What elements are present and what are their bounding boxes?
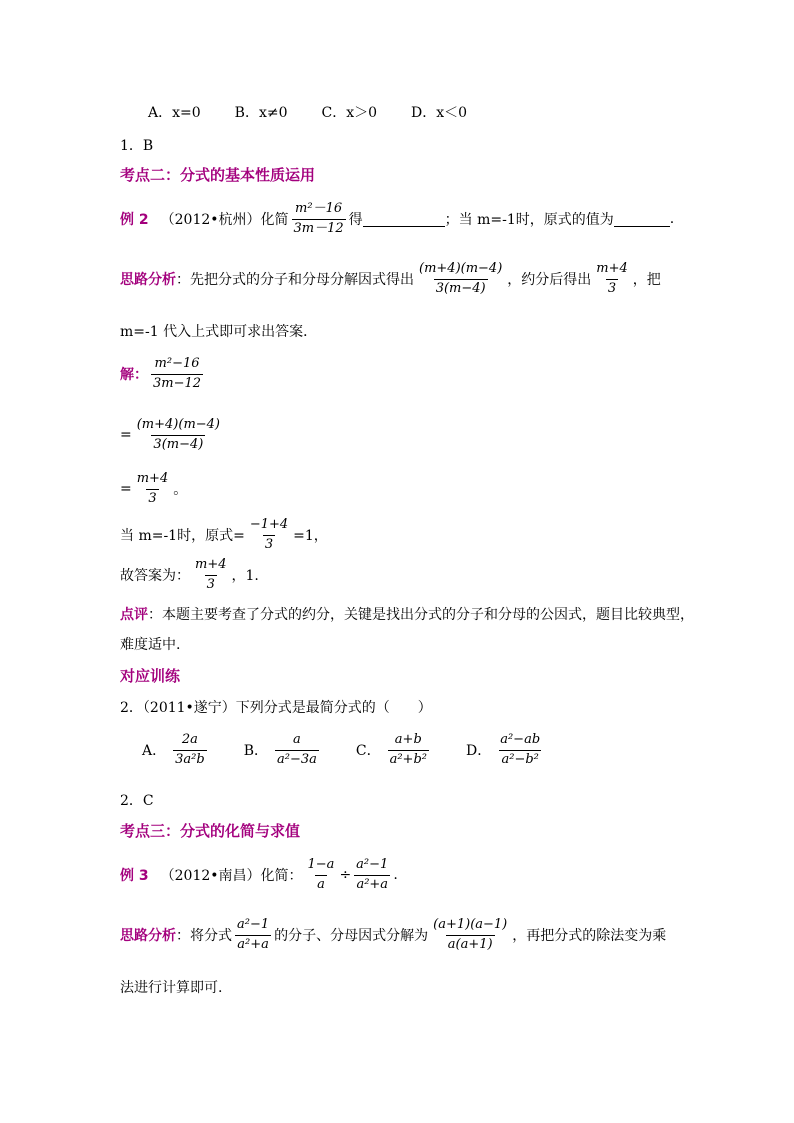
example-3 (120, 858, 398, 893)
denominator: 3 (206, 576, 215, 592)
analysis-2-text-3: ，把 (632, 272, 661, 289)
q1-option-b: B．x≠0 (234, 105, 288, 121)
denominator: 3m－12 (293, 220, 344, 236)
numerator: a²−1 (237, 917, 270, 932)
example-3-label: 例 3 (120, 868, 149, 885)
comment-2-label: 点评 (120, 607, 148, 623)
q2-options (142, 733, 579, 768)
numerator: m²－16 (295, 201, 343, 216)
denominator: a (317, 876, 325, 892)
solution-2-step-2: = $\frac{m+4}{3}$ 。 (120, 471, 188, 506)
denominator: 3m−12 (153, 375, 202, 391)
analysis-3-line-2: 法进行计算即可. (120, 980, 223, 996)
answer-1: 1．B (120, 138, 154, 154)
option-label: B． (243, 743, 268, 760)
denominator: 3 (607, 280, 617, 296)
section-3-title: 考点三：分式的化简与求值 (120, 822, 301, 840)
analysis-3-fraction-2 (431, 918, 509, 953)
denominator: a²+a (237, 936, 269, 952)
example-2-mid2: ；当 m=-1时，原式的值为 (444, 212, 614, 229)
analysis-3-label: 思路分析 (120, 928, 176, 945)
denominator: 3a²b (175, 751, 205, 767)
analysis-3-fraction-1 (235, 918, 271, 953)
analysis-3-text-1: ：将分式 (176, 928, 232, 945)
solution-2-answer (120, 558, 259, 593)
option-label: A． (142, 743, 167, 760)
analysis-2-label: 思路分析 (120, 272, 176, 289)
example-3-end: . (393, 867, 398, 884)
solution-2-step-3 (120, 518, 328, 553)
example-2-fraction (292, 202, 346, 237)
solution-2-fraction-0 (151, 357, 203, 392)
option-label: C． (355, 743, 381, 760)
solution-2 (120, 357, 206, 392)
q1-option-c: C．x＞0 (321, 105, 377, 121)
solution-2-when-end: =1， (293, 528, 328, 545)
denominator: 3(m−4) (435, 280, 486, 296)
solution-2-fraction-3 (248, 518, 290, 553)
comment-2-text: ：本题主要考查了分式的约分，关键是找出分式的分子和分母的公因式，题目比较典型， (148, 607, 694, 623)
analysis-2-line-2: m=-1 代入上式即可求出答案． (120, 324, 318, 340)
q1-option-a: A．x=0 (148, 105, 201, 121)
analysis-2-fraction-2 (594, 262, 630, 297)
training-title: 对应训练 (120, 667, 181, 685)
q1-options (148, 102, 501, 122)
example-3-source: （2012•南昌）化简： (160, 868, 303, 885)
numerator: 1−a (307, 857, 335, 872)
answer-blank-2 (614, 212, 670, 227)
analysis-3 (120, 918, 666, 953)
denominator: a²+b² (389, 751, 427, 767)
analysis-2-text-1: ：先把分式的分子和分母分解因式得出 (176, 272, 414, 289)
solution-2-fraction-4 (193, 558, 229, 593)
example-3-fraction-1 (306, 858, 337, 893)
q2-option-b (244, 733, 322, 768)
denominator: a²−b² (501, 751, 539, 767)
numerator: (a+1)(a−1) (433, 917, 508, 932)
numerator: m+4 (136, 471, 169, 486)
option-label: D． (465, 743, 492, 760)
solution-2-colon: ： (134, 367, 148, 384)
numerator: m+4 (596, 261, 628, 276)
numerator: (m+4)(m−4) (419, 261, 503, 276)
example-2-source: （2012•杭州）化简 (160, 212, 289, 229)
solution-2-fraction-2 (135, 472, 171, 507)
solution-2-label: 解 (120, 367, 134, 384)
denominator: 3(m−4) (153, 436, 204, 452)
analysis-2-text-2: ，约分后得出 (507, 272, 592, 289)
solution-2-answer-end: ，1. (231, 568, 259, 585)
section-2-title: 考点二：分式的基本性质运用 (120, 166, 316, 184)
numerator: −1+4 (249, 517, 289, 532)
numerator: m+4 (195, 557, 227, 572)
example-2-end: . (669, 211, 675, 228)
answer-2: 2．C (120, 793, 154, 809)
solution-2-fraction-1 (135, 418, 222, 453)
comment-2-line-2: 难度适中. (120, 637, 181, 653)
example-2-mid: 得 (348, 212, 363, 229)
analysis-2 (120, 262, 661, 297)
option-fraction (275, 733, 319, 768)
analysis-3-text-3: ，再把分式的除法变为乘 (512, 928, 667, 945)
question-2: 2．（2011•遂宁）下列分式是最简分式的（ ） (120, 700, 432, 716)
numerator: (m+4)(m−4) (136, 417, 221, 432)
option-fraction (498, 733, 542, 768)
denominator: a²+a (356, 876, 389, 892)
analysis-3-text-2: 的分子、分母因式分解为 (274, 928, 429, 945)
numerator: a²−ab (500, 732, 541, 747)
solution-2-answer-label: 故答案为： (120, 568, 190, 585)
denominator: a(a+1) (447, 936, 493, 952)
solution-2-step-2-end: 。 (173, 482, 188, 499)
division-sign: ÷ (339, 867, 352, 884)
q2-option-d (466, 733, 545, 768)
option-fraction (173, 733, 207, 768)
numerator: a²−1 (356, 857, 389, 872)
numerator: a (293, 732, 301, 747)
solution-2-step-1: = $\frac{(m+4)(m-4)}{3(m-4)}$ (120, 417, 221, 452)
numerator: m²−16 (154, 356, 200, 371)
numerator: a+b (394, 732, 422, 747)
q1-option-d: D．x＜0 (411, 105, 468, 121)
denominator: 3 (264, 536, 274, 552)
analysis-2-fraction-1 (417, 262, 504, 297)
solution-2-when: 当 m=-1时，原式= (120, 528, 245, 545)
denominator: 3 (148, 490, 157, 506)
q2-option-c (356, 733, 432, 768)
denominator: a²−3a (276, 751, 317, 767)
example-2 (120, 202, 674, 237)
q2-option-a (142, 733, 210, 768)
option-fraction (388, 733, 429, 768)
example-3-fraction-2 (354, 858, 390, 893)
numerator: 2a (181, 732, 198, 747)
example-2-label: 例 2 (120, 212, 149, 229)
answer-blank-1 (363, 212, 445, 227)
comment-2 (120, 604, 694, 624)
